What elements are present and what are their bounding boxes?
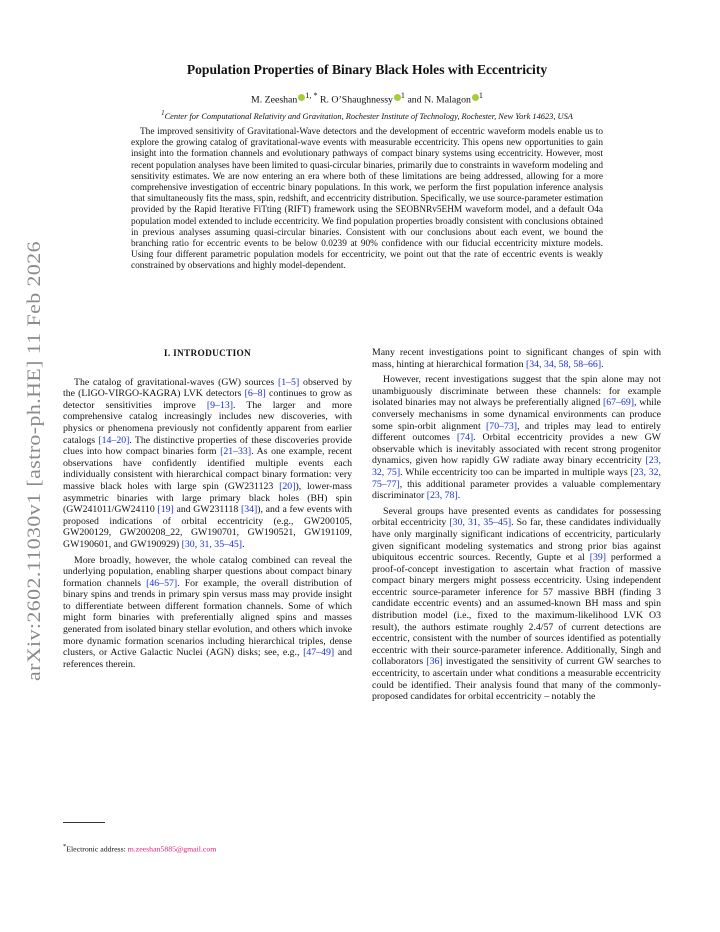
citation-link[interactable]: [20]	[279, 480, 296, 492]
footnote-mark: *	[63, 843, 67, 850]
text-run: Many recent investigations point to significant changes of spin with mass, hinting at hierarchical formation	[372, 347, 661, 370]
paper-title: Population Properties of Binary Black Holes with Eccentricity	[186, 62, 548, 77]
citation-link[interactable]: [6–8]	[244, 388, 266, 400]
author-affil-mark: 1	[478, 91, 483, 100]
arxiv-stamp	[14, 235, 50, 685]
text-run: .	[242, 538, 245, 550]
text-run: , and triples may lead to entirely different outcomes	[372, 420, 661, 444]
text-run: , while conversely mechanisms in some dynamical environments can produce some spin-orbit alignment	[372, 397, 662, 432]
left-column	[63, 347, 352, 670]
citation-link[interactable]: [14–20]	[98, 434, 130, 446]
text-run: The catalog of gravitational-waves (GW) sources	[74, 376, 278, 388]
text-run: More broadly, however, the whole catalog combined can reveal the underlying population, enabling sharper questions about compact binary formation channels	[63, 554, 352, 589]
footnote-rule	[63, 822, 105, 823]
text-run: observed by the (LIGO-VIRGO-KAGRA) LVK detectors	[63, 376, 353, 400]
citation-link[interactable]: [70–73]	[486, 420, 518, 432]
citation-link[interactable]: [34]	[240, 504, 258, 516]
text-run: . So far, these candidates individually have only marginally significant indications of eccentricity, particularly given significant modeling systematics and strong prior bias against ubiquitous eccentric sources. Recently, Gupte et al	[372, 517, 661, 564]
abstract: The improved sensitivity of Gravitational-Wave detectors and the development of eccentric waveform models enable us to explore the growing catalog of gravitational-wave events with measurable eccentricity. This opens new opportunities to gain insight into the formation channels and evolutionary pathways of compact binary systems using eccentricity. However, most recent population analyses have been limited to quasi-circular binaries, primarily due to constraints in waveform modeling and sensitivity estimates. We are now entering an era where both of these limitations are being addressed, allowing for a more comprehensive investigation of eccentric binary populations. In this work, we perform the first population inference analysis that simultaneously fits the mass, spin, redshift, and eccentricity distribution. Specifically, we use source-parameter estimation provided by the Rapid Iterative FiTting (RIFT) framework using the SEOBNRv5EHM waveform model, and a default O4a population model extended to include eccentricity. We find population properties broadly consistent with conclusions obtained in previous analyses assuming quasi-circular binaries. Consistent with our conclusions about each event, we bound the branching ratio for eccentric events to be below 0.0239 at 90% confidence with our fiducial eccentricity mixture models. Using four different parametric population models for eccentricity, we point out that the rate of eccentric events is weakly constrained by observations and highly model-dependent.	[131, 127, 603, 272]
text-run: .	[601, 358, 604, 370]
text-run: ), lower-mass asymmetric binaries with large primary black holes (BH) spin (GW241011/GW24110	[63, 480, 352, 516]
paragraph	[63, 555, 352, 671]
footnote	[63, 843, 216, 854]
citation-link[interactable]: [30, 31, 35–45]	[449, 517, 512, 529]
text-run: . Orbital eccentricity provides a new GW observable which is inevitably associated with recent strong progenitor dynamics, given how rapidly GW radiate away binary eccentricity	[372, 432, 661, 467]
text-run: investigated the sensitivity of current GW searches to eccentricity, to ascertain under what conditions a measurable eccentricity could be identified. Their analysis found that many of the commonly-proposed candidates for orbital eccentricity – notably the	[372, 656, 661, 703]
text-run: ), and a few events with proposed indications of orbital eccentricity (e.g., GW200105, GW200129, GW200208_22, GW190701, GW190521, GW191109, GW190601, and GW190929)	[63, 504, 352, 550]
arxiv-stamp-text: arXiv:2602.11030v1 [astro-ph.HE] 11 Feb 2026	[24, 297, 45, 681]
text-run: . As one example, recent observations have confidently identified multiple events each individually consistent with hierarchical compact binary formation: very massive black holes with large spin (GW231123	[63, 446, 352, 492]
citation-link[interactable]: [30, 31, 35–45]	[181, 538, 243, 550]
text-run: and references therein.	[63, 647, 352, 670]
email-link[interactable]: m.zeeshan5885@gmail.com	[127, 844, 217, 854]
text-run: and GW231118	[173, 504, 241, 516]
text-run: continues to grow as detector sensitivities improve	[63, 388, 352, 411]
text-run: . For example, the overall distribution of binary spins and trends in primary spin versus mass may provide insight to differentiate between different formation channels. Some of which might form binaries with preferentially aligned spins and masses generated from isolated binary stellar evolution, and others which invoke more dynamic formation scenarios including hierarchical triples, dense clusters, or Active Galactic Nuclei (AGN) disks; see, e.g.,	[63, 577, 352, 659]
citation-link[interactable]: [74]	[456, 432, 474, 444]
citation-link[interactable]: [1–5]	[278, 376, 300, 388]
author-name: R. O’Shaughnessy	[319, 94, 393, 106]
author-name: M. Zeeshan	[251, 94, 298, 106]
citation-link[interactable]: [9–13]	[206, 399, 233, 411]
citation-link[interactable]: [46–57]	[146, 577, 178, 589]
text-run: Several groups have presented events as candidates for possessing orbital eccentricity	[372, 505, 661, 529]
paragraph	[372, 374, 661, 502]
text-run: .	[457, 490, 461, 502]
affiliation	[60, 109, 674, 121]
author-affil-mark: 1	[400, 91, 405, 100]
paragraph	[372, 506, 661, 703]
footnote-label: Electronic address:	[66, 844, 128, 854]
citation-link[interactable]: [21–33]	[220, 446, 252, 458]
affiliation-text: Center for Computational Relativity and Gravitation, Rochester Institute of Technology, Rochester, New York 14623, USA	[164, 111, 573, 121]
paragraph	[63, 377, 352, 551]
right-column	[372, 347, 661, 703]
citation-link[interactable]: [36]	[426, 656, 443, 668]
author-affil-mark: 1, *	[305, 91, 318, 100]
citation-link[interactable]: [23, 32, 75]	[372, 455, 661, 478]
citation-link[interactable]: [67–69]	[603, 397, 635, 409]
author-conjunction: and	[407, 94, 422, 106]
text-run: performed a proof-of-concept investigation to ascertain what fraction of massive compact binary mergers might possess eccentricity. Using independent eccentric source-parameter inference for 57 massive BBH (finding 3 candidate eccentric events) and an assumed-known BH mass and spin distribution model (i.e., fixed to the maximum-likelihood LVK O3 result), the authors estimate roughly 2.4/57 of current detections are eccentric, consistent with the number of sources identified as potentially eccentric with their source-parameter inference. Additionally, Singh and collaborators	[372, 552, 661, 668]
paragraph	[372, 347, 661, 370]
author-list	[80, 91, 654, 105]
affiliation-mark: 1	[161, 109, 165, 117]
section-heading: I. INTRODUCTION	[163, 349, 252, 359]
orcid-icon[interactable]	[394, 94, 401, 101]
citation-link[interactable]: [23, 78]	[426, 490, 458, 502]
text-run: . While eccentricity too can be imparted in multiple ways	[400, 466, 631, 478]
author-name: N. Malagon	[424, 94, 471, 106]
orcid-icon[interactable]	[472, 94, 479, 101]
citation-link[interactable]: [39]	[589, 552, 607, 564]
text-run: However, recent investigations suggest that the spin alone may not unambiguously discriminate between these channels: for example isolated binaries may not always be preferentially aligned	[372, 374, 661, 409]
text-run: . The distinctive properties of these discoveries provide clues into how compact binaries form	[63, 434, 352, 458]
citation-link[interactable]: [23, 32, 75–77]	[372, 466, 661, 490]
citation-link[interactable]: [34, 34, 58, 58–66]	[525, 358, 602, 370]
citation-link[interactable]: [19]	[157, 504, 174, 516]
text-run: , this additional parameter provides a valuable complementary discriminator	[372, 478, 661, 502]
citation-link[interactable]: [47–49]	[303, 647, 335, 659]
text-run: . The larger and more comprehensive catalog increasingly includes new discoveries, with physics or phenomena previously not confidently apparent from earlier catalogs	[63, 399, 352, 446]
